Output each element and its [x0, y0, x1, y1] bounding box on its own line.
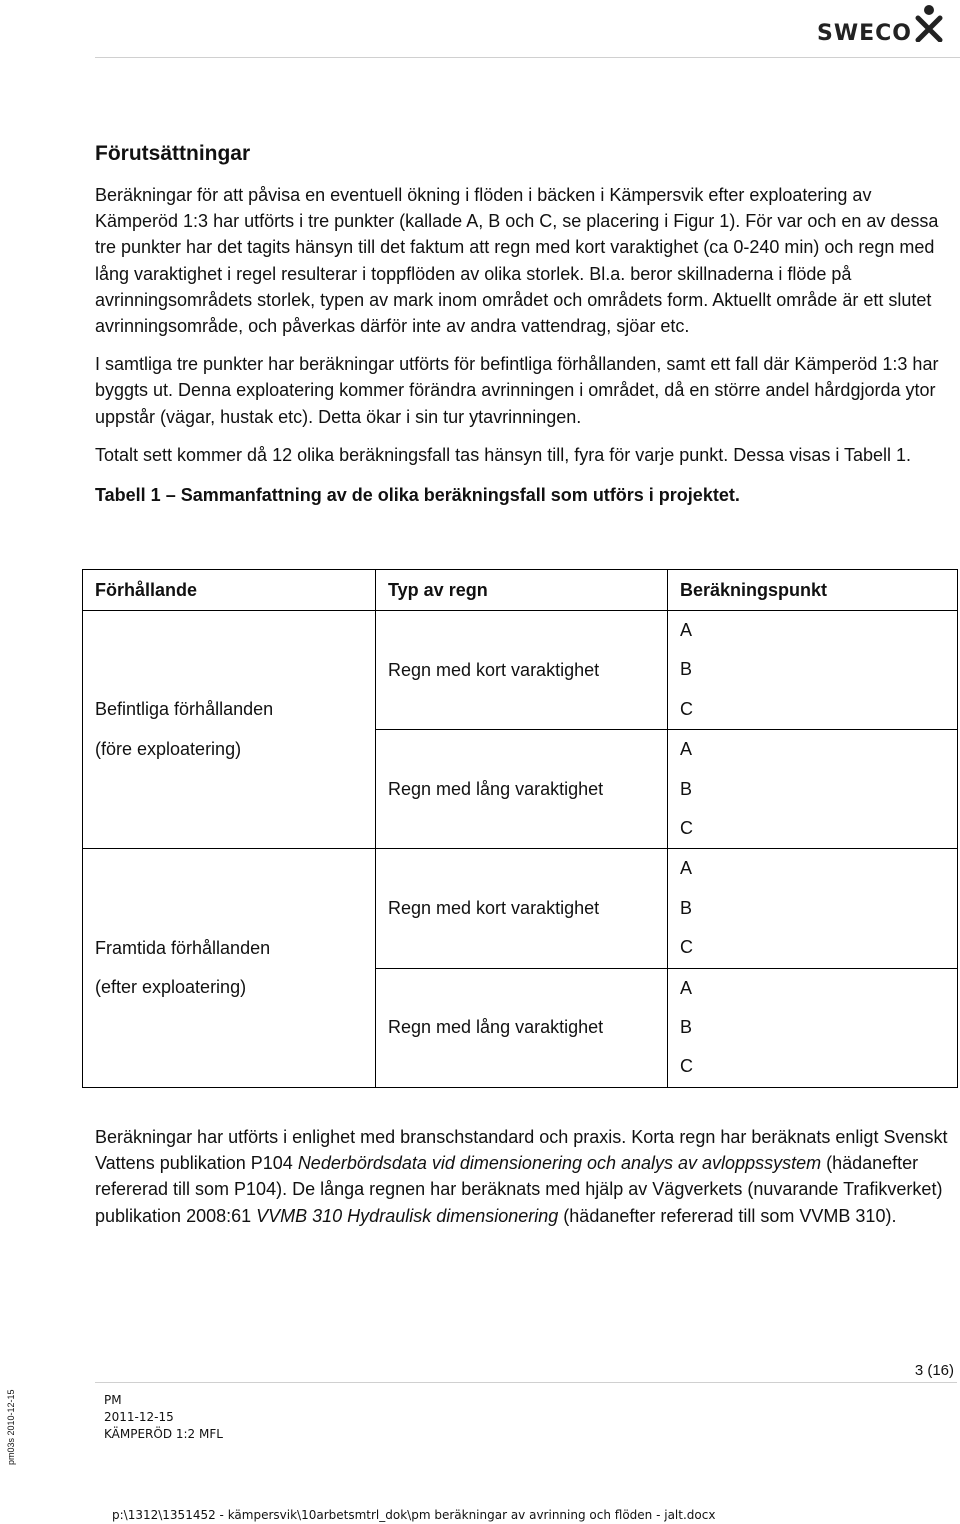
condition-cell — [83, 849, 376, 1087]
count-paragraph: Totalt sett kommer då 12 olika beräkningsfall tas hänsyn till, fyra för varje punkt. Dessa visas i Tabell 1. — [95, 444, 912, 465]
intro-paragraph: Beräkningar för att påvisa en eventuell ökning i flöden i bäcken i Kämpersvik efter exploatering av Kämperöd 1:3 har utförts i tre punkter (kallade A, B och C, se placering i Figur 1). För var och en av dessa tre punkter har det tagits hänsyn till det faktum att regn med kort varaktighet (ca 0-240 min) och regn med lång varaktighet i regel resulterar i toppflöden av olika storlek. Bl.a. beror skillnaderna i flöde på avrinningsområdets storlek, typen av mark inom området och områdets form. Aktuellt område är ett slutet avrinningsområde, och påverkas därför inte av andra vattendrag, sjöar etc. — [95, 185, 939, 337]
main-content — [95, 140, 957, 519]
template-id: pm03s 2010-12-15 — [6, 1389, 16, 1465]
calc-point: B — [680, 1016, 693, 1037]
header-calc-point: Beräkningspunkt — [668, 570, 958, 611]
calc-point: C — [680, 817, 693, 838]
calc-point: A — [680, 620, 693, 640]
rain-type-cell: Regn med lång varaktighet — [376, 730, 668, 849]
publication-title-vvmb: VVMB 310 Hydraulisk dimensionering — [256, 1205, 559, 1226]
calc-point: B — [680, 897, 693, 918]
condition-cell — [83, 611, 376, 849]
methodology-text: Beräkningar har utförts i enlighet med branschstandard och praxis. Korta regn har beräknats enligt Svenskt Vattens publikation P104 — [95, 1127, 948, 1174]
table-caption: Tabell 1 – Sammanfattning av de olika beräkningsfall som utförs i projektet. — [95, 485, 740, 506]
table-row — [83, 611, 958, 730]
rain-type-cell: Regn med kort varaktighet — [376, 611, 668, 730]
table-row — [83, 849, 958, 968]
project-name: KÄMPERÖD 1:2 MFL — [104, 1427, 223, 1441]
points-cell — [668, 849, 958, 968]
methodology-paragraph — [95, 1124, 957, 1229]
condition-label: Framtida förhållanden — [95, 937, 271, 958]
file-path: p:\1312\1351452 - kämpersvik\10arbetsmtrl_dok\pm beräkningar av avrinning och flöden - jalt.docx — [112, 1508, 716, 1522]
calc-point: C — [680, 937, 693, 958]
points-cell — [668, 968, 958, 1087]
calc-point: B — [680, 778, 693, 799]
rain-type-cell: Regn med kort varaktighet — [376, 849, 668, 968]
sweco-mark-icon — [914, 4, 944, 42]
methodology-text: (hädanefter refererad till som P104). De långa regnen har beräknats med hjälp av Vägverkets (nuvarande Trafikverket) publikation 2008:61 — [95, 1153, 943, 1226]
document-meta — [104, 1392, 223, 1443]
publication-title-p104: Nederbördsdata vid dimensionering och analys av avloppssystem — [297, 1153, 822, 1174]
section-heading: Förutsättningar — [95, 142, 251, 165]
methodology-text: (hädanefter refererad till som VVMB 310). — [558, 1205, 897, 1226]
scenario-paragraph: I samtliga tre punkter har beräkningar utförts för befintliga förhållanden, samt ett fall där Kämperöd 1:3 har byggts ut. Denna exploatering kommer förändra avrinningen i området, då en större andel hårdgjorda ytor uppstår (vägar, hustak etc). Detta ökar i sin tur ytavrinningen. — [95, 354, 939, 427]
logo-text: SWECO — [817, 21, 912, 46]
points-cell — [668, 611, 958, 730]
calc-point: A — [680, 977, 693, 998]
points-cell — [668, 730, 958, 849]
footer-divider — [95, 1382, 957, 1383]
page-number: 3 (16) — [914, 1362, 954, 1379]
document-date: 2011-12-15 — [104, 1410, 174, 1424]
condition-label: Befintliga förhållanden — [95, 699, 274, 720]
calc-point: C — [680, 698, 693, 719]
header-rain-type: Typ av regn — [376, 570, 668, 611]
calc-point: A — [680, 739, 693, 760]
header-condition: Förhållande — [83, 570, 376, 611]
condition-sublabel: (före exploatering) — [95, 738, 242, 759]
header-divider — [95, 57, 960, 58]
calc-point: A — [680, 858, 693, 879]
company-logo — [817, 4, 944, 46]
table-header-row — [83, 570, 958, 611]
calculation-cases-table — [82, 569, 958, 1088]
calc-point: C — [680, 1056, 693, 1077]
document-type: PM — [104, 1393, 122, 1407]
calc-point: B — [680, 659, 693, 680]
rain-type-cell: Regn med lång varaktighet — [376, 968, 668, 1087]
methodology-section — [95, 1124, 957, 1241]
condition-sublabel: (efter exploatering) — [95, 977, 247, 998]
